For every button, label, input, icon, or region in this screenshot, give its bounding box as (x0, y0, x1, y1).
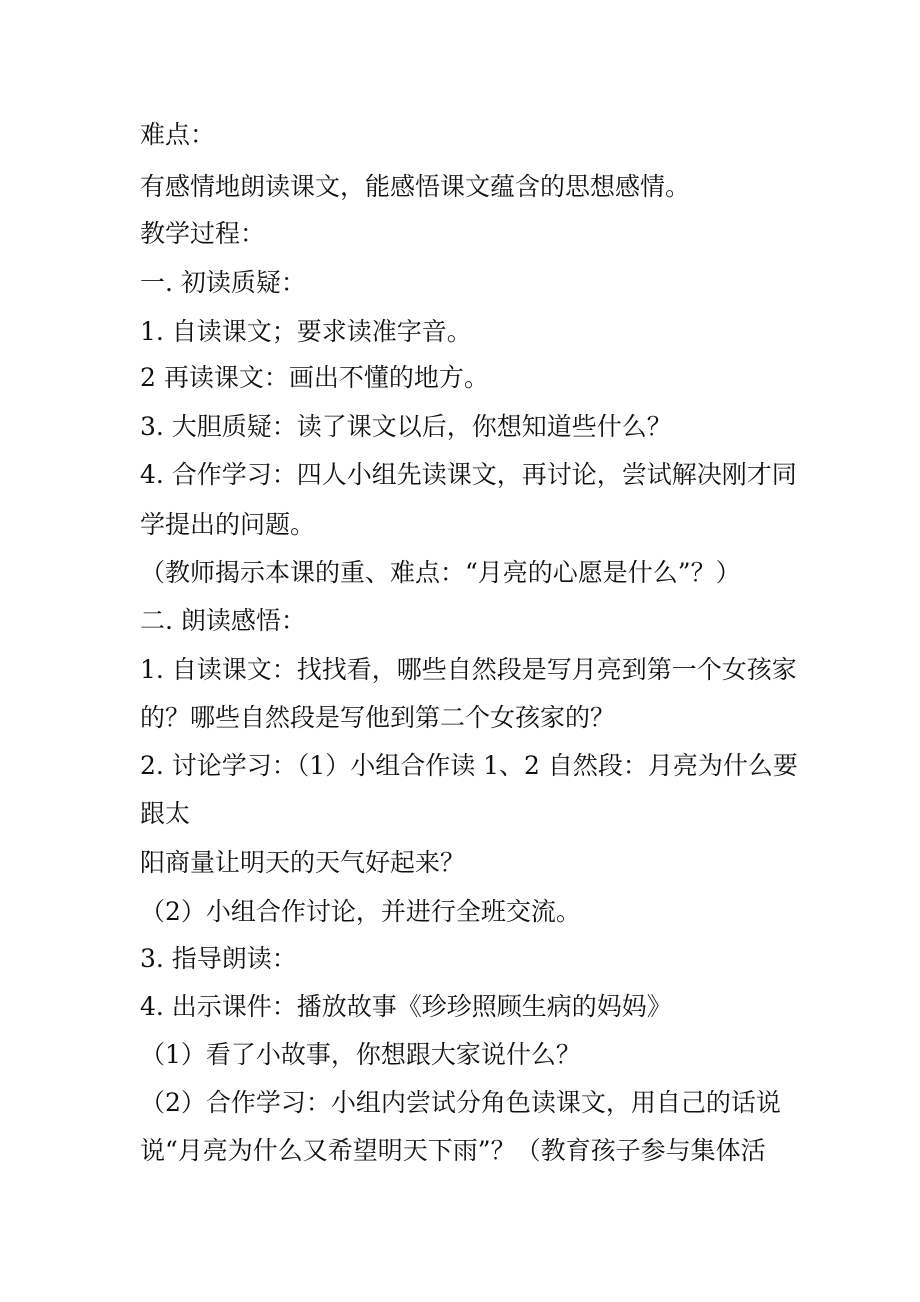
step-2-2: 2. 讨论学习：（1）小组合作读 1、2 自然段：月亮为什么要 (140, 751, 798, 780)
step-1-2: 2 再读课文：画出不懂的地方。 (140, 363, 489, 392)
step-2-2-cont-b: 阳商量让明天的天气好起来？ (140, 848, 466, 877)
step-2-4-sub-1: （1）看了小故事，你想跟大家说什么？ (140, 1040, 581, 1069)
step-1-4: 4. 合作学习：四人小组先读课文，再讨论，尝试解决刚才同 (140, 460, 797, 489)
section-1-title: 一. 初读质疑： (140, 268, 306, 297)
teacher-note: （教师揭示本课的重、难点：“月亮的心愿是什么”？） (140, 558, 741, 587)
step-1-3: 3. 大胆质疑：读了课文以后，你想知道些什么？ (140, 412, 672, 441)
step-2-4-sub-2: （2）合作学习：小组内尝试分角色读课文，用自己的话说 (140, 1088, 781, 1117)
step-2-1: 1. 自读课文：找找看，哪些自然段是写月亮到第一个女孩家 (140, 655, 797, 684)
step-2-1-cont: 的？哪些自然段是写他到第二个女孩家的？ (140, 703, 616, 732)
heading-difficulty: 难点： (140, 120, 216, 149)
step-2-3: 3. 指导朗读： (140, 944, 297, 973)
step-2-2-sub-2: （2）小组合作讨论，并进行全班交流。 (140, 897, 581, 926)
step-1-4-cont: 学提出的问题。 (140, 510, 316, 539)
section-2-title: 二. 朗读感悟： (140, 606, 306, 635)
step-1-1: 1. 自读课文；要求读准字音。 (140, 317, 472, 346)
step-2-4: 4. 出示课件：播放故事《珍珍照顾生病的妈妈》 (140, 992, 672, 1021)
step-2-2-cont-a: 跟太 (140, 799, 191, 828)
step-2-4-sub-2-cont: 说“月亮为什么又希望明天下雨”？（教育孩子参与集体活 (140, 1136, 766, 1165)
heading-teaching-process: 教学过程： (140, 219, 266, 248)
difficulty-text: 有感情地朗读课文，能感悟课文蕴含的思想感情。 (140, 172, 691, 201)
